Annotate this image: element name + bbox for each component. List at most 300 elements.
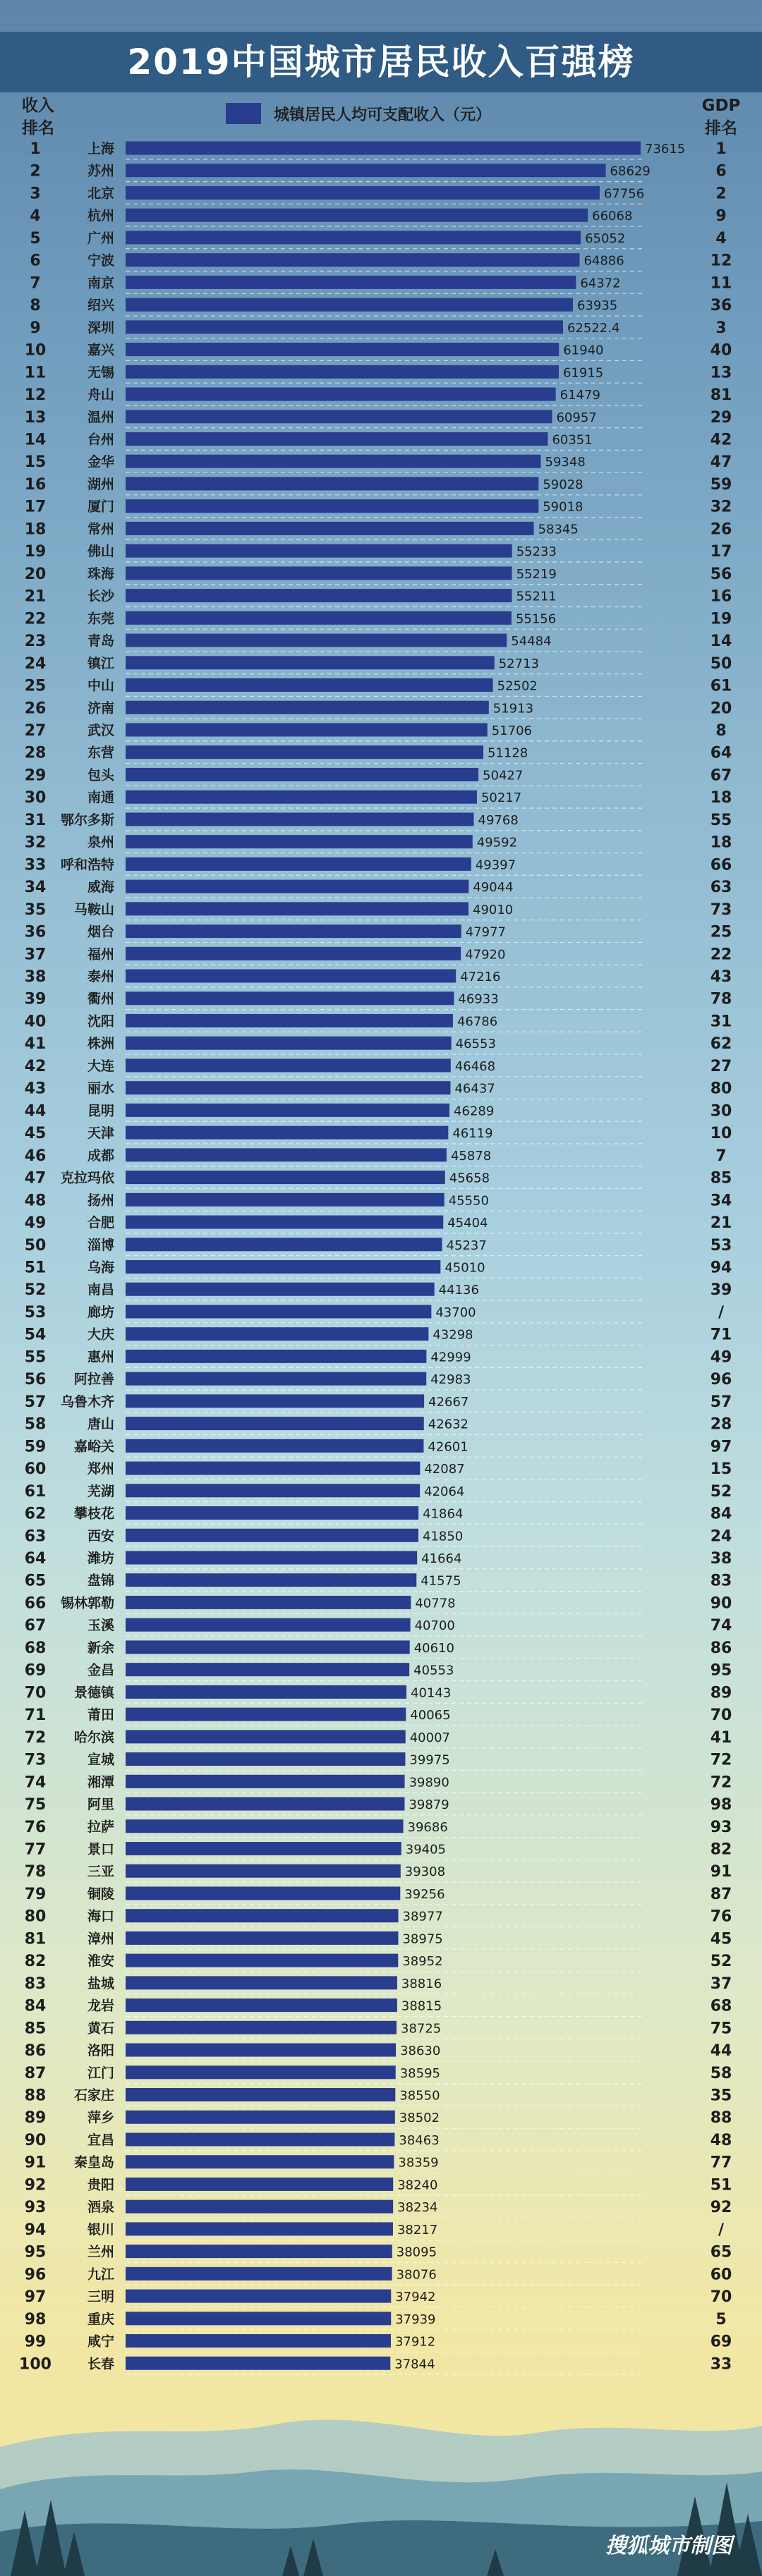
city-label: 扬州 xyxy=(87,1192,114,1209)
city-label: 贵阳 xyxy=(87,2177,114,2193)
value-label: 38630 xyxy=(400,2044,441,2059)
value-label: 66068 xyxy=(592,209,633,224)
value-label: 42087 xyxy=(424,1462,465,1477)
gdp-rank-label: 7 xyxy=(715,1147,727,1165)
rank-label: 67 xyxy=(24,1617,47,1635)
rank-label: 88 xyxy=(24,2087,47,2105)
city-label: 大连 xyxy=(87,1058,114,1074)
bar xyxy=(126,544,512,558)
bar xyxy=(126,880,468,893)
city-label: 郑州 xyxy=(87,1461,114,1477)
value-label: 42632 xyxy=(428,1417,469,1432)
bar xyxy=(126,924,461,938)
value-label: 38977 xyxy=(402,1909,443,1924)
city-label: 唐山 xyxy=(87,1416,114,1432)
gdp-rank-label: 30 xyxy=(710,1102,732,1121)
gdp-rank-label: 60 xyxy=(710,2266,732,2284)
gdp-rank-label: 41 xyxy=(710,1728,732,1747)
bar xyxy=(126,1685,406,1699)
rank-label: 2 xyxy=(30,162,41,181)
bar xyxy=(126,499,538,513)
gdp-rank-label: 25 xyxy=(710,923,732,941)
value-label: 43700 xyxy=(435,1305,476,1320)
value-label: 50427 xyxy=(483,768,524,783)
gdp-rank-label: 90 xyxy=(710,1594,732,1613)
gdp-rank-label: 96 xyxy=(710,1371,732,1389)
rank-label: 65 xyxy=(24,1572,47,1590)
city-label: 南京 xyxy=(87,275,114,291)
rank-label: 18 xyxy=(24,520,47,539)
value-label: 38952 xyxy=(402,1954,443,1970)
bar xyxy=(126,1058,451,1072)
rank-label: 19 xyxy=(24,543,47,561)
city-label: 阿里 xyxy=(87,1797,114,1813)
bar xyxy=(126,477,538,490)
gdp-rank-label: 93 xyxy=(710,1818,732,1836)
city-label: 长春 xyxy=(87,2356,114,2372)
value-label: 52713 xyxy=(498,656,539,671)
bar xyxy=(126,186,600,200)
gdp-rank-label: 16 xyxy=(710,587,732,606)
city-label: 西安 xyxy=(87,1528,114,1544)
rank-label: 10 xyxy=(24,341,47,360)
city-label: 哈尔滨 xyxy=(73,1729,114,1745)
gdp-rank-label: 52 xyxy=(710,1953,732,1971)
city-label: 包头 xyxy=(87,767,114,783)
value-label: 40065 xyxy=(410,1708,451,1723)
city-label: 嘉峪关 xyxy=(73,1439,114,1455)
bar xyxy=(126,790,477,804)
bar xyxy=(126,701,489,714)
gdp-rank-label: 19 xyxy=(710,610,732,628)
gdp-rank-label: 82 xyxy=(710,1841,732,1859)
rank-label: 80 xyxy=(24,1907,47,1926)
rank-label: 85 xyxy=(24,2020,47,2038)
gdp-rank-label: 9 xyxy=(715,207,727,226)
rank-label: 57 xyxy=(24,1393,47,1411)
city-label: 威海 xyxy=(87,879,114,896)
rank-label: 92 xyxy=(24,2176,47,2195)
gdp-rank-label: 91 xyxy=(710,1863,732,1881)
gdp-rank-label: 35 xyxy=(710,2087,732,2105)
bar xyxy=(126,2044,396,2057)
bar xyxy=(126,1260,440,1274)
bar xyxy=(126,768,478,781)
bar xyxy=(126,2312,391,2325)
bar xyxy=(126,253,579,267)
gdp-rank-label: 68 xyxy=(710,1997,732,2015)
city-label: 深圳 xyxy=(87,319,114,336)
value-label: 45550 xyxy=(448,1193,489,1209)
value-label: 40610 xyxy=(413,1640,454,1656)
city-label: 龙岩 xyxy=(87,1998,114,2014)
gdp-rank-label: 40 xyxy=(710,341,732,360)
bar xyxy=(126,276,576,289)
gdp-rank-label: 61 xyxy=(710,677,732,695)
value-label: 38975 xyxy=(402,1931,443,1947)
rank-label: 76 xyxy=(24,1818,47,1836)
bar xyxy=(126,1171,445,1184)
bar xyxy=(126,1350,426,1363)
city-label: 拉萨 xyxy=(87,1819,114,1835)
rank-label: 5 xyxy=(30,229,41,248)
gdp-rank-label: 12 xyxy=(710,252,732,270)
bar xyxy=(126,1484,420,1497)
bar xyxy=(126,745,483,759)
bar xyxy=(126,1305,431,1318)
value-label: 40143 xyxy=(411,1685,452,1701)
city-label: 秦皇岛 xyxy=(73,2154,114,2171)
gdp-rank-label: 50 xyxy=(710,654,732,673)
gdp-rank-label: 62 xyxy=(710,1035,732,1054)
value-label: 43298 xyxy=(433,1327,473,1343)
bar xyxy=(126,1730,406,1743)
city-label: 舟山 xyxy=(87,387,114,403)
bar xyxy=(126,2065,396,2079)
value-label: 55156 xyxy=(515,611,557,627)
bar xyxy=(126,970,456,983)
city-label: 合肥 xyxy=(87,1215,114,1231)
rank-label: 71 xyxy=(24,1707,47,1725)
value-label: 49592 xyxy=(476,835,518,850)
bar xyxy=(126,1417,424,1430)
bar xyxy=(126,589,512,602)
rank-label: 66 xyxy=(24,1594,47,1613)
city-label: 湖州 xyxy=(87,476,114,492)
rank-label: 36 xyxy=(24,923,47,941)
rank-label: 63 xyxy=(24,1527,47,1546)
rank-label: 55 xyxy=(24,1348,47,1367)
gdp-rank-label: 74 xyxy=(710,1617,732,1635)
city-label: 锡林郭勒 xyxy=(60,1595,114,1611)
value-label: 39975 xyxy=(409,1752,450,1768)
gdp-rank-label: 76 xyxy=(710,1907,732,1926)
gdp-rank-label: 86 xyxy=(710,1639,732,1657)
gdp-rank-label: 14 xyxy=(710,633,732,651)
bar xyxy=(126,1663,409,1676)
rank-label: 42 xyxy=(24,1057,47,1075)
rank-label: 68 xyxy=(24,1639,47,1657)
value-label: 47216 xyxy=(460,970,501,985)
value-label: 40553 xyxy=(413,1663,454,1678)
value-label: 37939 xyxy=(395,2312,436,2327)
city-label: 玉溪 xyxy=(87,1618,114,1634)
bar xyxy=(126,947,461,960)
bar xyxy=(126,1573,416,1587)
value-label: 41850 xyxy=(423,1529,464,1544)
value-label: 49010 xyxy=(473,902,514,917)
gdp-rank-label: 18 xyxy=(710,789,732,807)
gdp-rank-label: 36 xyxy=(710,297,732,315)
gdp-rank-label: 28 xyxy=(710,1415,732,1434)
gdp-rank-label: 47 xyxy=(710,453,732,472)
rank-label: 62 xyxy=(24,1505,47,1523)
city-label: 兰州 xyxy=(87,2244,114,2260)
gdp-rank-label: 10 xyxy=(710,1125,732,1143)
value-label: 59028 xyxy=(543,477,583,492)
value-label: 67756 xyxy=(603,186,645,202)
value-label: 46786 xyxy=(456,1014,498,1030)
rank-label: 64 xyxy=(24,1549,47,1568)
city-label: 九江 xyxy=(87,2266,114,2283)
rank-label: 79 xyxy=(24,1885,47,1903)
value-label: 41864 xyxy=(423,1506,464,1522)
rank-label: 25 xyxy=(24,677,47,695)
rank-label: 46 xyxy=(24,1147,47,1165)
city-label: 绍兴 xyxy=(87,298,114,314)
gdp-rank-label: 51 xyxy=(710,2176,732,2195)
city-label: 佛山 xyxy=(87,544,114,560)
rank-label: 32 xyxy=(24,834,47,852)
value-label: 38816 xyxy=(401,1976,442,1991)
bar xyxy=(126,298,573,312)
gdp-rank-label: 53 xyxy=(710,1236,732,1255)
bar xyxy=(126,1439,423,1453)
city-label: 石家庄 xyxy=(73,2087,114,2104)
rank-label: 28 xyxy=(24,744,47,762)
bar xyxy=(126,835,473,848)
value-label: 40778 xyxy=(415,1596,456,1611)
gdp-rank-label: 75 xyxy=(710,2020,732,2038)
rank-label: 45 xyxy=(24,1125,47,1143)
bar xyxy=(126,1551,417,1564)
city-label: 厦门 xyxy=(87,499,114,515)
city-label: 酒泉 xyxy=(87,2199,114,2216)
rank-label: 77 xyxy=(24,1841,47,1859)
value-label: 38595 xyxy=(399,2065,440,2081)
value-label: 39879 xyxy=(409,1797,449,1813)
gdp-rank-label: 1 xyxy=(715,140,727,158)
rank-label: 12 xyxy=(24,386,47,405)
bar xyxy=(126,723,488,736)
bar xyxy=(126,1842,401,1855)
city-label: 银川 xyxy=(87,2221,114,2238)
bar xyxy=(126,432,548,446)
value-label: 38550 xyxy=(399,2088,440,2104)
gdp-rank-label: 13 xyxy=(710,364,732,382)
bar xyxy=(126,1104,449,1117)
rank-label: 83 xyxy=(24,1974,47,1993)
gdp-rank-label: 89 xyxy=(710,1684,732,1702)
bar xyxy=(126,2290,391,2303)
gdp-rank-label: 39 xyxy=(710,1281,732,1300)
value-label: 46553 xyxy=(455,1037,496,1052)
gdp-rank-label: 72 xyxy=(710,1751,732,1769)
bar xyxy=(126,1394,424,1408)
city-label: 咸宁 xyxy=(87,2333,114,2350)
bar xyxy=(126,1529,418,1542)
rank-label: 50 xyxy=(24,1236,47,1255)
value-label: 41575 xyxy=(421,1573,461,1589)
gdp-rank-label: 80 xyxy=(710,1080,732,1098)
gdp-rank-label: 92 xyxy=(710,2199,732,2217)
rank-label: 29 xyxy=(24,767,47,785)
bar xyxy=(126,2111,395,2124)
gdp-rank-label: 73 xyxy=(710,901,732,919)
city-label: 乌海 xyxy=(87,1259,114,1276)
rank-label: 93 xyxy=(24,2199,47,2217)
gdp-rank-label: 83 xyxy=(710,1572,732,1590)
city-label: 鄂尔多斯 xyxy=(60,812,114,828)
bar xyxy=(126,1327,428,1341)
gdp-rank-label: 32 xyxy=(710,498,732,516)
value-label: 41664 xyxy=(421,1551,462,1566)
rank-label: 84 xyxy=(24,1997,47,2015)
value-label: 55211 xyxy=(516,589,557,604)
city-label: 东营 xyxy=(87,745,114,761)
value-label: 37942 xyxy=(395,2290,436,2305)
value-label: 40700 xyxy=(414,1618,455,1634)
rank-label: 87 xyxy=(24,2064,47,2082)
rank-label: 43 xyxy=(24,1080,47,1098)
bar xyxy=(126,343,559,356)
value-label: 63935 xyxy=(577,298,618,314)
gdp-rank-label: 52 xyxy=(710,1482,732,1501)
rank-label: 40 xyxy=(24,1013,47,1031)
rank-label: 31 xyxy=(24,811,47,829)
rank-label: 97 xyxy=(24,2288,47,2307)
value-label: 40007 xyxy=(409,1730,450,1745)
gdp-rank-label: 3 xyxy=(715,319,727,337)
bar xyxy=(126,1148,447,1161)
gdp-rank-label: 49 xyxy=(710,1348,732,1367)
city-label: 北京 xyxy=(87,185,114,202)
gdp-rank-label: 21 xyxy=(710,1214,732,1233)
city-label: 株洲 xyxy=(87,1036,114,1052)
rank-label: 90 xyxy=(24,2131,47,2149)
value-label: 65052 xyxy=(585,231,626,246)
value-label: 39256 xyxy=(404,1886,445,1902)
rank-label: 49 xyxy=(24,1214,47,1233)
value-label: 46289 xyxy=(454,1104,495,1119)
rank-label: 38 xyxy=(24,968,47,987)
rank-label: 1 xyxy=(30,140,41,158)
city-label: 东莞 xyxy=(87,611,114,627)
bar xyxy=(126,1126,448,1140)
value-label: 38076 xyxy=(396,2267,437,2283)
bar xyxy=(126,1462,420,1475)
gdp-rank-label: 34 xyxy=(710,1192,732,1210)
gdp-rank-label: 58 xyxy=(710,2064,732,2082)
city-label: 温州 xyxy=(87,409,114,425)
gdp-rank-label: 8 xyxy=(715,721,727,740)
value-label: 49397 xyxy=(475,857,516,873)
bar xyxy=(126,991,454,1005)
city-label: 苏州 xyxy=(87,163,114,179)
rank-label: 39 xyxy=(24,990,47,1008)
city-label: 嘉兴 xyxy=(87,342,114,358)
city-label: 武汉 xyxy=(87,722,114,738)
rank-label: 78 xyxy=(24,1863,47,1881)
city-label: 大庆 xyxy=(87,1326,114,1343)
city-label: 淮安 xyxy=(87,1953,114,1970)
value-label: 68629 xyxy=(610,164,651,179)
rank-label: 37 xyxy=(24,946,47,964)
rank-label: 41 xyxy=(24,1035,47,1054)
gdp-rank-label: / xyxy=(718,2221,725,2239)
value-label: 59348 xyxy=(545,455,586,470)
value-label: 64372 xyxy=(580,276,621,291)
bar xyxy=(126,1819,404,1833)
city-label: 惠州 xyxy=(87,1349,114,1365)
value-label: 42667 xyxy=(428,1394,469,1410)
gdp-rank-label: 48 xyxy=(710,2131,732,2149)
city-label: 济南 xyxy=(87,700,114,716)
chart-title: 2019中国城市居民收入百强榜 xyxy=(0,32,762,92)
bar xyxy=(126,2178,393,2191)
value-label: 64886 xyxy=(583,253,624,269)
rank-label: 16 xyxy=(24,475,47,494)
city-label: 青岛 xyxy=(87,633,114,649)
gdp-rank-label: 56 xyxy=(710,565,732,583)
city-label: 阿拉善 xyxy=(73,1372,114,1388)
gdp-rank-label: 55 xyxy=(710,811,732,829)
city-label: 天津 xyxy=(87,1125,114,1142)
rank-label: 4 xyxy=(30,207,41,226)
gdp-rank-label: 97 xyxy=(710,1438,732,1456)
gdp-rank-label: 11 xyxy=(710,274,732,293)
bar xyxy=(126,1708,406,1721)
rank-label: 98 xyxy=(24,2310,47,2328)
value-label: 47977 xyxy=(465,924,507,940)
rank-label: 89 xyxy=(24,2109,47,2128)
city-label: 泰州 xyxy=(87,969,114,985)
value-label: 49044 xyxy=(473,880,514,896)
rank-label: 33 xyxy=(24,856,47,874)
gdp-rank-label: 95 xyxy=(710,1661,732,1680)
value-label: 42601 xyxy=(428,1439,468,1455)
value-label: 62522.4 xyxy=(567,320,620,336)
bar xyxy=(126,410,552,423)
value-label: 61479 xyxy=(560,388,600,403)
bar xyxy=(126,365,559,379)
city-label: 无锡 xyxy=(87,365,114,381)
gdp-rank-label: 15 xyxy=(710,1460,732,1479)
gdp-rank-label: 64 xyxy=(710,744,732,762)
gdp-rank-label: 69 xyxy=(710,2333,732,2351)
rank-label: 22 xyxy=(24,610,47,628)
value-label: 38725 xyxy=(401,2021,442,2037)
gdp-rank-label: 18 xyxy=(710,834,732,852)
bar xyxy=(126,209,588,222)
city-label: 呼和浩特 xyxy=(60,857,114,873)
city-label: 常州 xyxy=(87,521,114,537)
gdp-rank-label: 78 xyxy=(710,990,732,1008)
value-label: 54484 xyxy=(511,634,552,649)
gdp-rank-label: 85 xyxy=(710,1169,732,1188)
rank-label: 7 xyxy=(30,274,41,293)
gdp-rank-label: / xyxy=(718,1303,725,1321)
value-label: 38463 xyxy=(399,2132,440,2148)
city-label: 廊坊 xyxy=(87,1304,114,1320)
rank-label: 74 xyxy=(24,1774,47,1792)
value-label: 46468 xyxy=(454,1058,496,1074)
city-label: 攀枝花 xyxy=(73,1506,114,1522)
value-label: 45404 xyxy=(447,1216,488,1231)
value-label: 38359 xyxy=(398,2155,439,2171)
city-label: 三亚 xyxy=(87,1864,114,1880)
rank-label: 34 xyxy=(24,879,47,897)
value-label: 39686 xyxy=(407,1819,448,1835)
gdp-rank-label: 2 xyxy=(715,185,727,203)
value-label: 42983 xyxy=(430,1372,471,1388)
value-label: 38240 xyxy=(397,2178,438,2193)
rank-label: 54 xyxy=(24,1326,47,1344)
gdp-rank-label: 63 xyxy=(710,879,732,897)
rank-label: 53 xyxy=(24,1303,47,1321)
city-label: 萍乡 xyxy=(87,2110,114,2126)
rank-label: 11 xyxy=(24,364,47,382)
